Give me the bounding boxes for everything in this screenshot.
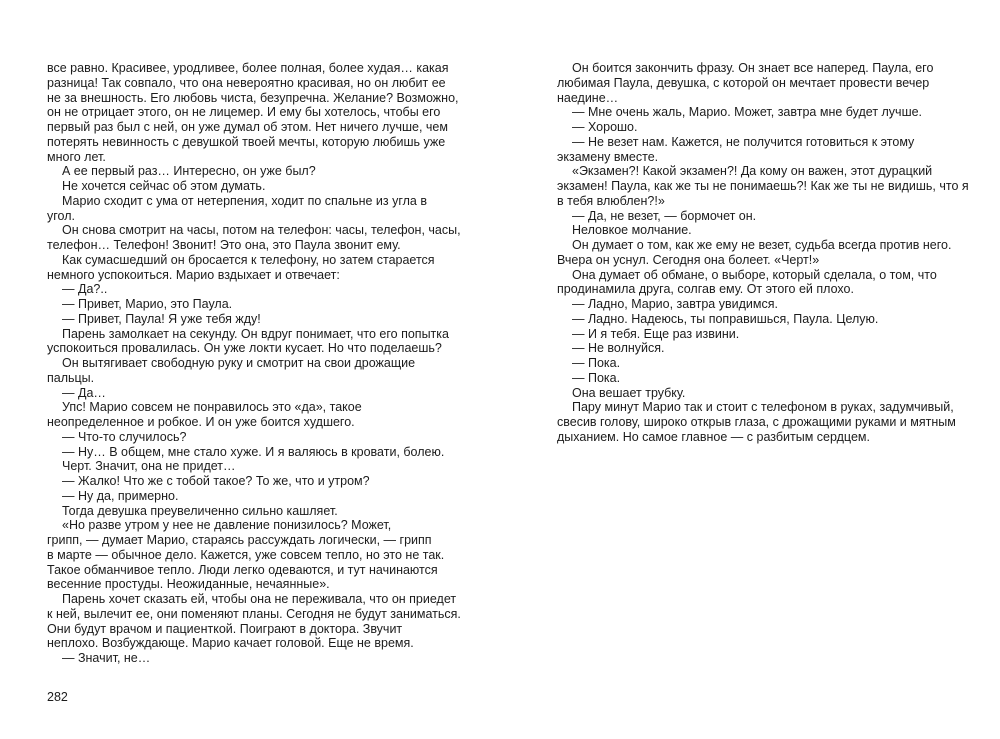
text-line: — Хорошо. [572,120,638,134]
text-line: грипп, — думает Марио, стараясь рассуждать логически, — грипп [47,533,432,547]
text-line: Тогда девушка преувеличенно сильно кашляет. [62,503,338,518]
text-line: Не хочется сейчас об этом думать. [62,179,266,193]
text-line: не за внешность. Его любовь чиста, безупречна. Желание? Возможно, [47,90,459,105]
text-line: Неловкое молчание. [572,223,692,238]
text-line: в тебя влюблен?!» [557,193,665,208]
text-line: телефон… Телефон! Звонит! Это она, это Паула звонит ему. [47,238,401,252]
text-line: Упс! Марио совсем не понравилось это «да», такое [62,400,362,415]
text-line: Парень замолкает на секунду. Он вдруг понимает, что его попытка [62,326,449,341]
text-line: наедине… [557,90,619,105]
text-line: Черт. Значит, она не придет… [62,459,236,474]
text-line: продинамила друга, солгав ему. От этого ей плохо. [557,282,854,297]
text-line: «Но разве утром у нее не давление понизилось? Может, [62,518,392,533]
text-line: разница! Так совпало, что она невероятно красивая, но он любит ее [47,75,446,90]
text-line: Марио сходит с ума от нетерпения, ходит по спальне из угла в [62,193,427,208]
text-line: — И я тебя. Еще раз извини. [572,326,740,341]
left-page-text [47,61,461,666]
text-line: весенние простуды. Неожиданные, нечаянные». [47,577,330,592]
text-line: Она думает об обмане, о выборе, который сделала, о том, что [572,267,937,282]
text-line: угол. [47,208,75,223]
text-line: — Мне очень жаль, Марио. Может, завтра мне будет лучше. [572,105,923,120]
text-line: — Не волнуйся. [572,341,665,356]
text-line: дыханием. Но самое главное — с разбитым сердцем. [557,429,870,444]
text-line: он не отрицает этого, он не лицемер. И ему бы хотелось, чтобы его [47,105,441,120]
text-line: Он снова смотрит на часы, потом на телефон: часы, телефон, часы, [62,223,461,238]
text-line: успокоиться провалилась. Он уже локти кусает. Но что поделаешь? [47,341,442,356]
text-line: много лет. [47,149,106,164]
text-line: неопределенное и робкое. И он уже боится худшего. [47,415,355,429]
right-page-text [557,61,969,445]
text-line: — Да… [62,385,106,400]
text-line: Он вытягивает свободную руку и смотрит на свои дрожащие [62,356,416,370]
text-line: — Ладно, Марио, завтра увидимся. [572,297,778,311]
text-line: А ее первый раз… Интересно, он уже был? [62,164,316,179]
text-line: экзамену вместе. [557,149,659,164]
text-line: неплохо. Возбуждающе. Марио качает головой. Еще не время. [47,636,414,651]
text-line: — Ну да, примерно. [62,488,179,503]
text-line: Она вешает трубку. [572,385,686,400]
text-line: Такое обманчивое тепло. Люди легко одеваются, и тут начинаются [47,562,438,577]
text-line: — Что-то случилось? [62,429,187,444]
text-line: первый раз был с ней, он уже думал об этом. Нет ничего лучше, чем [47,120,448,134]
text-line: «Экзамен?! Какой экзамен?! Да кому он важен, этот дурацкий [572,164,933,179]
text-line: Они будут врачом и пациенткой. Поиграют в доктора. Звучит [47,621,403,636]
text-line: Он боится закончить фразу. Он знает все наперед. Паула, его [572,61,934,75]
text-line: — Значит, не… [62,651,151,665]
text-line: Вчера он уснул. Сегодня она болеет. «Черт!» [557,252,820,267]
text-line: — Пока. [572,370,621,385]
text-line: — Да, не везет, — бормочет он. [572,208,757,223]
text-line: Как сумасшедший он бросается к телефону, но затем старается [62,252,435,267]
text-line: — Не везет нам. Кажется, не получится готовиться к этому [572,134,915,149]
text-line: — Привет, Марио, это Паула. [62,297,233,311]
text-line: Пару минут Марио так и стоит с телефоном в руках, задумчивый, [572,400,954,415]
text-line: — Ну… В общем, мне стало хуже. И я валяюсь в кровати, болею. [62,444,445,459]
text-line: — Привет, Паула! Я уже тебя жду! [62,311,261,326]
text-line: все равно. Красивее, уродливее, более полная, более худая… какая [47,61,449,75]
text-line: немного успокоиться. Марио вздыхает и отвечает: [47,267,340,282]
text-line: пальцы. [47,370,95,385]
text-line: — Да?.. [62,282,108,297]
text-line: Парень хочет сказать ей, чтобы она не переживала, что он приедет [62,592,457,606]
text-line: свесив голову, широко открыв глаза, с дрожащими руками и мятным [557,415,956,429]
page-number: 282 [47,690,68,704]
text-line: к ней, вылечит ее, они поменяют планы. Сегодня не будут заниматься. [47,606,461,621]
text-line: в марте — обычное дело. Кажется, уже совсем тепло, но это не так. [47,547,445,562]
text-line: — Ладно. Надеюсь, ты поправишься, Паула. Целую. [572,311,879,326]
text-line: — Жалко! Что же с тобой такое? То же, что и утром? [62,474,370,488]
text-line: — Пока. [572,356,621,370]
text-line: любимая Паула, девушка, с которой он мечтает провести вечер [557,75,930,90]
text-line: потерять невинность с девушкой твоей мечты, которую любишь уже [47,134,446,149]
text-line: экзамен! Паула, как же ты не понимаешь?! Как же ты не видишь, что я [557,179,969,193]
text-line: Он думает о том, как же ему не везет, судьба всегда против него. [572,238,952,252]
